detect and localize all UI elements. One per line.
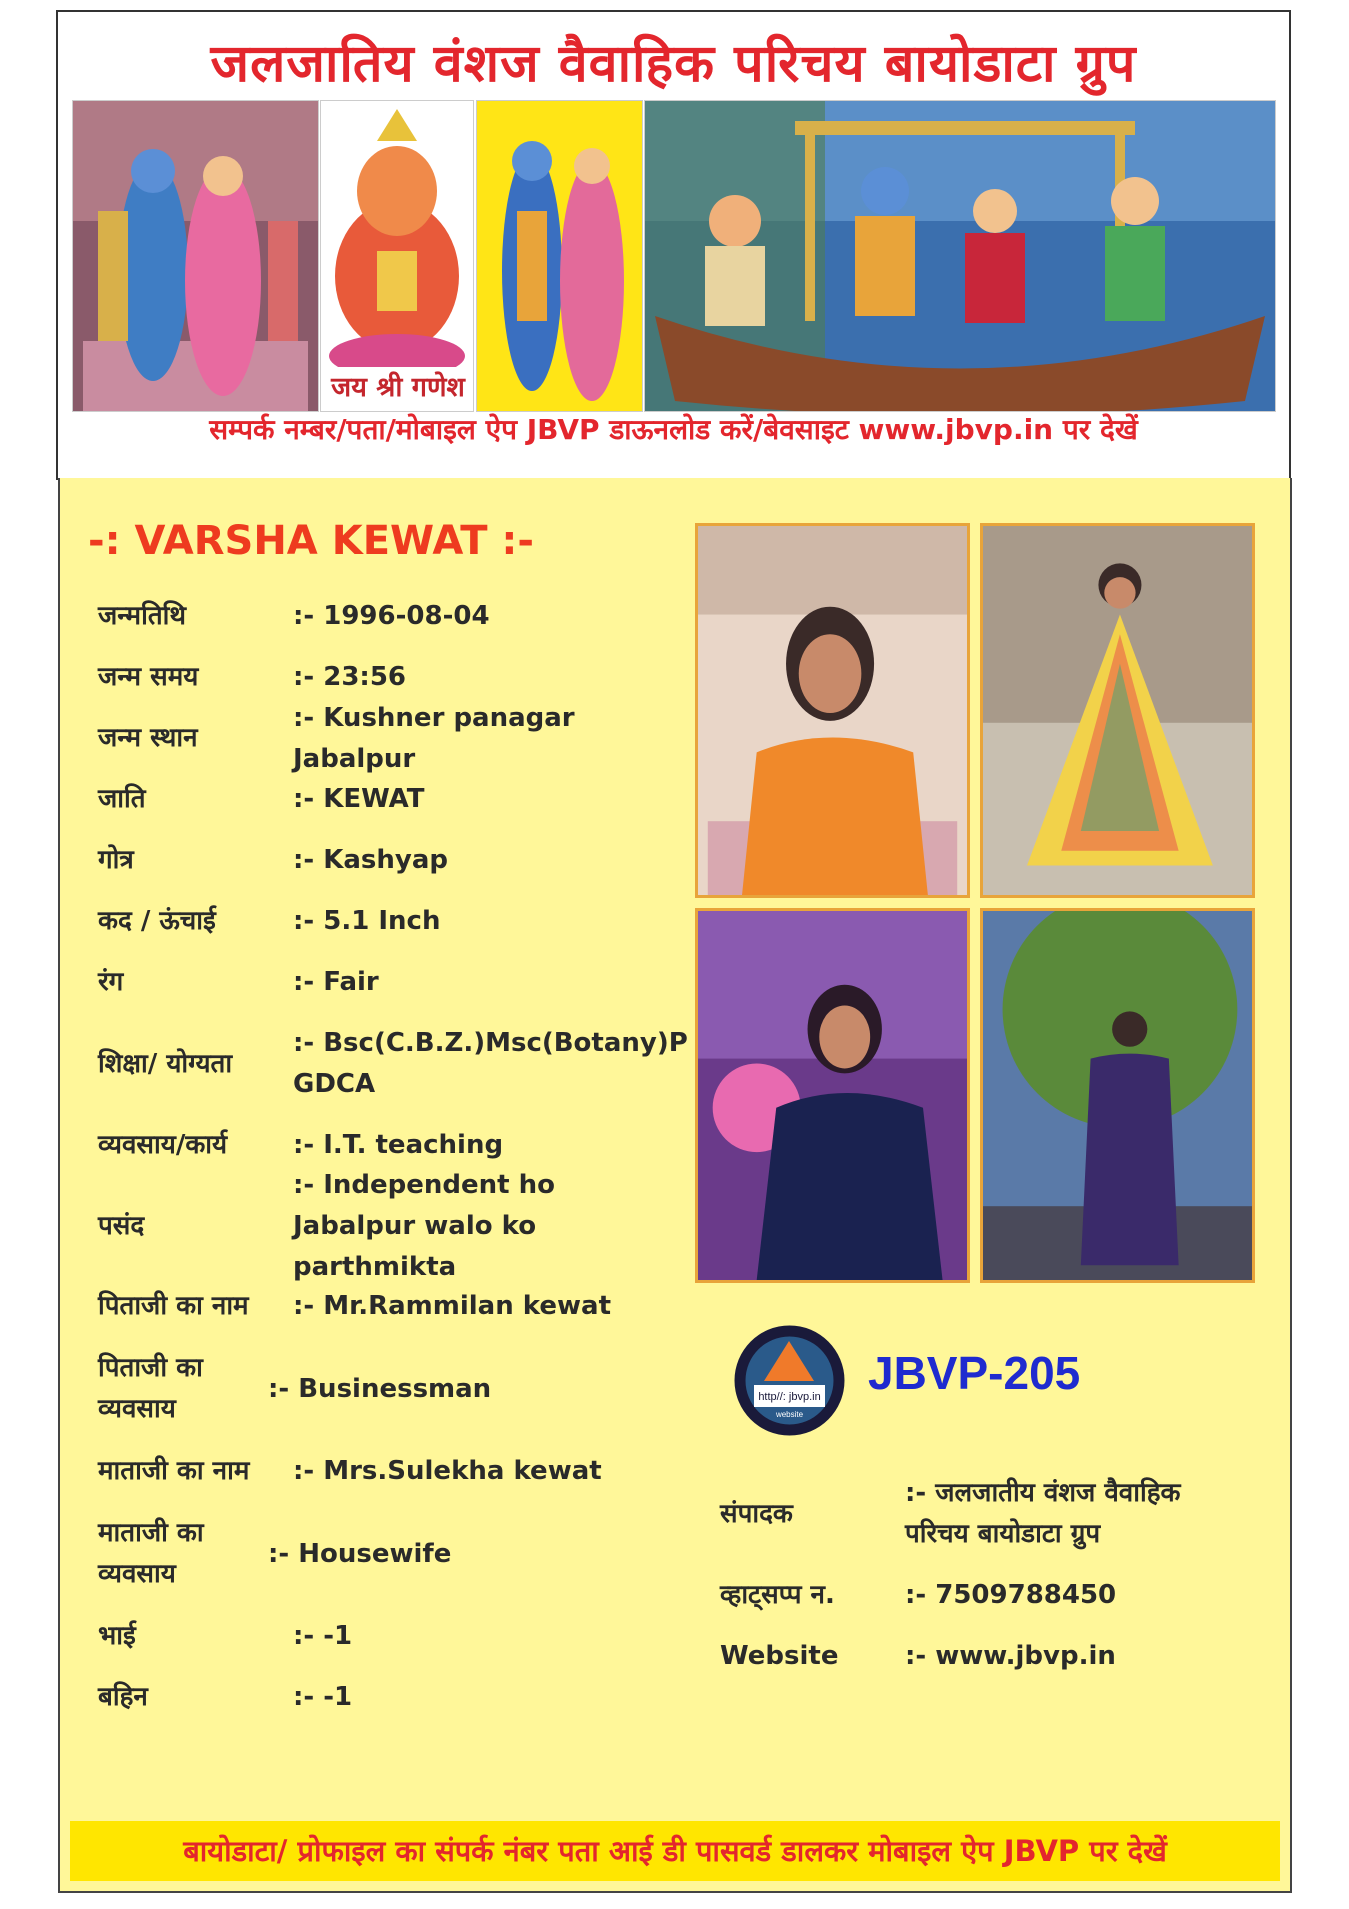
detail-row-gotra <box>98 830 698 891</box>
detail-row-caste <box>98 769 698 830</box>
detail-value: :- Bsc(C.B.Z.)Msc(Botany)PGDCA <box>293 1028 688 1099</box>
profile-panel <box>58 478 1292 1893</box>
detail-row-height <box>98 891 698 952</box>
editor-row-editor <box>720 1463 1280 1565</box>
detail-label: शिक्षा/ योग्यता <box>98 1048 233 1079</box>
detail-row-mother-name <box>98 1441 698 1502</box>
profile-photo-3 <box>695 908 970 1283</box>
footer-notice: बायोडाटा/ प्रोफाइल का संपर्क नंबर पता आई डी पासवर्ड डालकर मोबाइल ऐप JBVP पर देखें <box>70 1821 1280 1881</box>
deity-image-couple-2 <box>476 100 643 412</box>
detail-value: :- Businessman <box>268 1373 492 1404</box>
detail-label: व्यवसाय/कार्य <box>98 1130 228 1160</box>
detail-row-dob <box>98 586 698 647</box>
logo-text: http//: jbvp.in <box>758 1391 821 1403</box>
editor-label: व्हाट्सप्प न. <box>720 1580 835 1610</box>
header-banner <box>56 10 1291 480</box>
detail-label: रंग <box>98 967 124 997</box>
detail-label: गोत्र <box>98 845 134 875</box>
detail-label: पिताजी का व्यवसाय <box>98 1353 203 1424</box>
detail-value: :- -1 <box>293 1682 353 1712</box>
detail-value: :- -1 <box>293 1621 353 1651</box>
detail-value: :- 23:56 <box>293 662 407 692</box>
profile-details <box>98 586 698 1728</box>
detail-row-complexion <box>98 952 698 1013</box>
detail-value: :- Mrs.Sulekha kewat <box>293 1456 602 1486</box>
editor-value: :- 7509788450 <box>905 1580 1117 1610</box>
profile-photo-1 <box>695 523 970 898</box>
detail-row-father-name <box>98 1276 698 1337</box>
detail-row-preference <box>98 1169 698 1282</box>
detail-row-father-occupation <box>98 1337 698 1441</box>
editor-value: :- जलजातीय वंशज वैवाहिक परिचय बायोडाटा ग्रुप <box>905 1478 1181 1549</box>
contact-line: सम्पर्क नम्बर/पता/मोबाइल ऐप JBVP डाऊनलोड करें/बेवसाइट www.jbvp.in पर देखें <box>209 413 1138 446</box>
editor-label: Website <box>720 1641 839 1671</box>
detail-label: भाई <box>98 1621 136 1651</box>
detail-value: :- Mr.Rammilan kewat <box>293 1291 612 1321</box>
detail-value: :- Kushner panagar Jabalpur <box>293 702 575 774</box>
detail-row-mother-occupation <box>98 1502 698 1606</box>
detail-label: जाति <box>98 784 146 814</box>
ganesh-caption: जय श्री गणेश <box>323 367 473 404</box>
deity-image-couple-1 <box>72 100 319 412</box>
detail-value: :- Housewife <box>268 1538 452 1569</box>
detail-label: माताजी का व्यवसाय <box>98 1518 204 1589</box>
detail-label: कद / ऊंचाई <box>98 906 216 936</box>
detail-value: :- 5.1 Inch <box>293 906 441 936</box>
jbvp-logo <box>732 1323 847 1438</box>
detail-label: बहिन <box>98 1682 148 1712</box>
detail-value: :- Kashyap <box>293 845 449 875</box>
detail-label: पिताजी का नाम <box>98 1291 249 1321</box>
detail-value: :- Fair <box>293 967 379 997</box>
logo-subtext: website <box>775 1410 804 1419</box>
detail-row-brothers <box>98 1606 698 1667</box>
detail-row-education <box>98 1013 698 1115</box>
editor-value: :- www.jbvp.in <box>905 1641 1116 1671</box>
profile-name: -: VARSHA KEWAT :- <box>88 518 534 564</box>
detail-label: माताजी का नाम <box>98 1456 250 1486</box>
detail-value: :- Independent ho Jabalpur walo ko parthmikta <box>293 1169 556 1282</box>
detail-value: :- KEWAT <box>293 784 425 814</box>
deity-image-ganesh <box>320 100 474 412</box>
profile-id-code: JBVP-205 <box>868 1347 1081 1399</box>
editor-label: संपादक <box>720 1498 793 1529</box>
profile-photo-4 <box>980 908 1255 1283</box>
deity-image-boat <box>644 100 1276 412</box>
detail-row-birth-place <box>98 702 698 774</box>
detail-label: जन्म समय <box>98 662 199 692</box>
detail-label: जन्म स्थान <box>98 723 198 753</box>
detail-label: पसंद <box>98 1210 145 1241</box>
detail-row-sisters <box>98 1667 698 1728</box>
page-title: जलजातिय वंशज वैवाहिक परिचय बायोडाटा ग्रुप <box>210 34 1137 94</box>
editor-details <box>720 1463 1280 1687</box>
detail-label: जन्मतिथि <box>98 601 187 631</box>
editor-row-whatsapp <box>720 1565 1280 1626</box>
detail-value: :- 1996-08-04 <box>293 601 490 631</box>
editor-row-website <box>720 1626 1280 1687</box>
detail-value: :- I.T. teaching <box>293 1130 504 1160</box>
profile-photo-2 <box>980 523 1255 898</box>
